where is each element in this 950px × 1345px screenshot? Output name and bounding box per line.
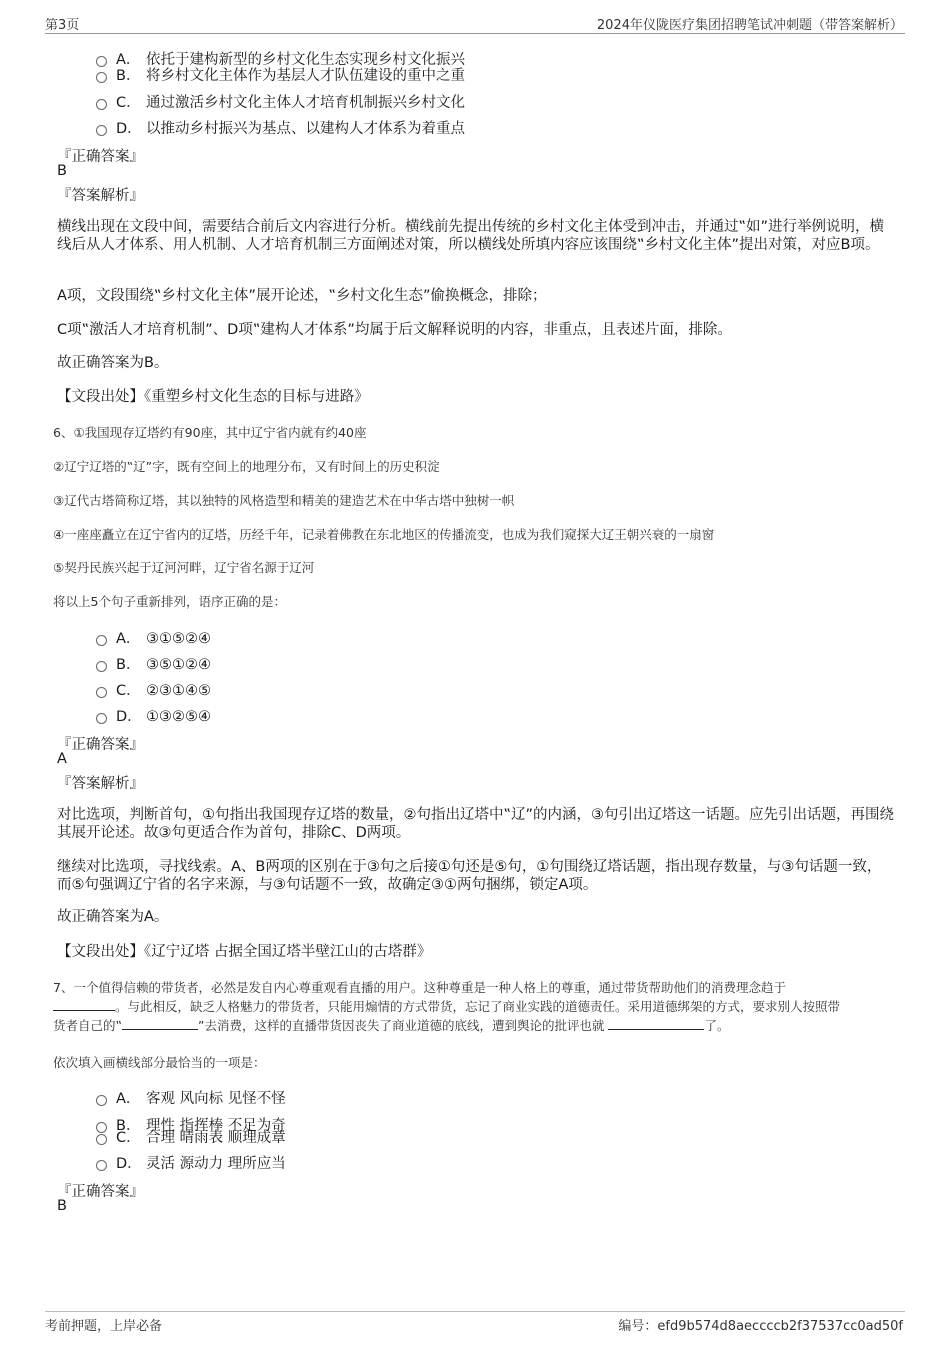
q5-option-b[interactable]: B． 将乡村文化主体作为基层人才队伍建设的重中之重: [96, 64, 465, 84]
radio-icon[interactable]: [96, 1095, 107, 1106]
q6-sentence: ③辽代古塔简称辽塔，其以独特的风格造型和精美的建造艺术在中华古塔中独树一帜: [53, 493, 515, 508]
footer-slogan: 考前押题，上岸必备: [45, 1319, 163, 1334]
document-title: 2024年仪陇医疗集团招聘笔试冲刺题（带答案解析）: [596, 18, 903, 33]
footer-divider: [45, 1311, 905, 1312]
radio-icon[interactable]: [96, 99, 107, 110]
q7-answer-label: 『正确答案』: [57, 1184, 144, 1200]
fill-blank[interactable]: [53, 998, 115, 1011]
radio-icon[interactable]: [96, 661, 107, 672]
radio-icon[interactable]: [96, 635, 107, 646]
q5-option-a[interactable]: A． 依托于建构新型的乡村文化生态实现乡村文化振兴: [96, 48, 465, 68]
q5-analysis-paragraph: A项，文段围绕‟乡村文化主体”展开论述，‟乡村文化生态”偷换概念，排除；: [57, 288, 547, 304]
radio-icon[interactable]: [96, 125, 107, 136]
q6-sentence: 6、①我国现存辽塔约有90座，其中辽宁省内就有约40座: [53, 425, 367, 440]
q5-option-c[interactable]: C． 通过激活乡村文化主体人才培育机制振兴乡村文化: [96, 91, 465, 111]
q5-source: 【文段出处】《重塑乡村文化生态的目标与进路》: [57, 389, 369, 405]
q6-option-d[interactable]: D． ①③②⑤④: [96, 705, 211, 725]
radio-icon[interactable]: [96, 687, 107, 698]
q6-analysis-label: 『答案解析』: [57, 776, 144, 792]
fill-blank[interactable]: [122, 1017, 198, 1030]
q7-option-a[interactable]: A． 客观 风向标 见怪不怪: [96, 1087, 286, 1107]
q6-source: 【文段出处】《辽宁辽塔 占据全国辽塔半壁江山的古塔群》: [57, 944, 432, 960]
fill-blank[interactable]: [608, 1017, 704, 1030]
header-divider: [45, 33, 905, 34]
q5-analysis-label: 『答案解析』: [57, 188, 144, 204]
q6-analysis-paragraph: 故正确答案为A。: [57, 909, 169, 925]
q6-prompt: 将以上5个句子重新排列，语序正确的是：: [53, 594, 286, 609]
q5-analysis-paragraph: C项‟激活人才培育机制”、D项‟建构人才体系”均属于后文解释说明的内容，非重点，且表述片面，排除。: [57, 322, 732, 338]
radio-icon[interactable]: [96, 1134, 107, 1145]
q5-option-d[interactable]: D． 以推动乡村振兴为基点、以建构人才体系为着重点: [96, 117, 465, 137]
radio-icon[interactable]: [96, 1160, 107, 1171]
q7-prompt: 依次填入画横线部分最恰当的一项是：: [53, 1055, 266, 1070]
q6-sentence: ⑤契丹民族兴起于辽河河畔，辽宁省名源于辽河: [53, 560, 315, 575]
q7-answer: B: [57, 1198, 67, 1214]
q7-option-b[interactable]: B． 理性 指挥棒 不足为奇: [96, 1114, 286, 1134]
q6-option-b[interactable]: B． ③⑤①②④: [96, 653, 211, 673]
page-number: 第3页: [45, 18, 80, 33]
q6-answer-label: 『正确答案』: [57, 737, 144, 753]
footer-code: 编号：efd9b574d8aeccccb2f37537cc0ad50f: [618, 1319, 903, 1334]
q7-stem: 7、一个值得信赖的带货者，必然是发自内心尊重观看直播的用户。这种尊重是一种人格上的尊重，通过带货帮助他们的消费理念趋于 。与此相反，缺乏人格魅力的带货者，只能用煽情的方式带货，忘记了商业实践的道德责任。采用道德绑架的方式，要求别人按照带 货者自己的‟ ”去消费，这样的直播带货因丧失了商业道德的底线，遭到舆论的批评也就 了。: [53, 980, 841, 1033]
q6-option-c[interactable]: C． ②③①④⑤: [96, 679, 211, 699]
q5-answer: B: [57, 163, 67, 179]
q6-sentence: ④一座座矗立在辽宁省内的辽塔，历经千年，记录着佛教在东北地区的传播流变，也成为我们窥探大辽王朝兴衰的一扇窗: [53, 527, 715, 542]
q6-analysis-paragraph: 对比选项，判断首句，①句指出我国现存辽塔的数量，②句指出辽塔中‟辽”的内涵，③句引出辽塔这一话题。应先引出话题，再围绕其展开论述。故③句更适合作为首句，排除C、D两项。: [57, 807, 895, 841]
radio-icon[interactable]: [96, 72, 107, 83]
q6-sentence: ②辽宁辽塔的‟辽”字，既有空间上的地理分布，又有时间上的历史积淀: [53, 459, 440, 474]
q5-analysis-paragraph: 横线出现在文段中间，需要结合前后文内容进行分析。横线前先提出传统的乡村文化主体受到冲击，并通过‟如”进行举例说明，横线后从人才体系、用人机制、人才培育机制三方面阐述对策，所以横线处所填内容应该围绕‟乡村文化主体”提出对策，对应B项。: [57, 219, 885, 253]
q7-option-d[interactable]: D． 灵活 源动力 理所应当: [96, 1152, 286, 1172]
q6-answer: A: [57, 751, 67, 767]
q7-option-c[interactable]: C． 合理 晴雨表 顺理成章: [96, 1126, 286, 1146]
q6-analysis-paragraph: 继续对比选项，寻找线索。A、B两项的区别在于③句之后接①句还是⑤句，①句围绕辽塔话题，指出现存数量，与③句话题一致，而⑤句强调辽宁省的名字来源，与③句话题不一致，故确定③①两句捆绑，锁定A项。: [57, 859, 882, 893]
q5-analysis-paragraph: 故正确答案为B。: [57, 355, 169, 371]
radio-icon[interactable]: [96, 713, 107, 724]
q6-option-a[interactable]: A． ③①⑤②④: [96, 627, 211, 647]
q5-answer-label: 『正确答案』: [57, 149, 144, 165]
